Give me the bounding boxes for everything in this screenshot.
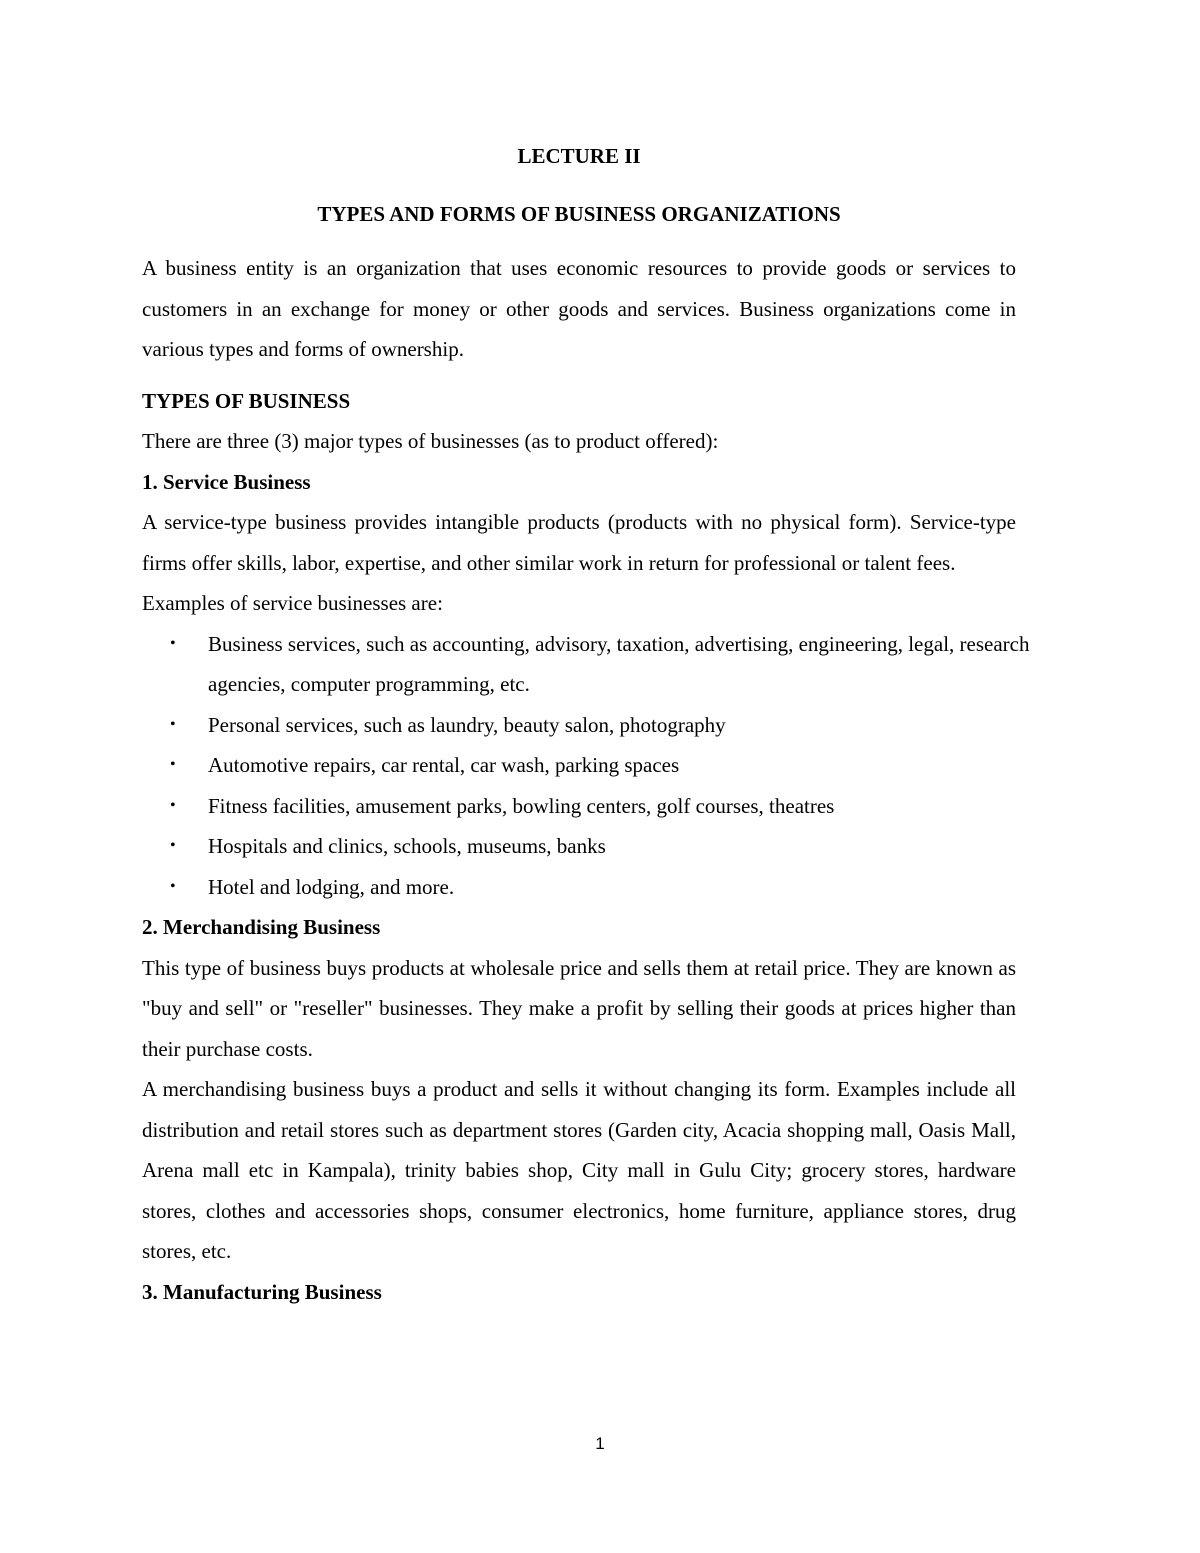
service-heading: 1. Service Business [142, 469, 311, 494]
service-paragraph: A service-type business provides intangible products (products with no physical form). Service-type firms offer skills, labor, expertise, and other similar work in return for professional or talent fees. [142, 510, 1016, 575]
service-examples-intro: Examples of service businesses are: [142, 591, 443, 615]
page-number: 1 [595, 1434, 605, 1453]
list-item [142, 745, 1058, 786]
list-item [142, 705, 1058, 746]
bullet-icon: • [170, 634, 176, 652]
bullet-icon: • [170, 715, 176, 733]
merchandising-heading: 2. Merchandising Business [142, 915, 381, 939]
list-item-text: Fitness facilities, amusement parks, bowling centers, golf courses, theatres [208, 793, 835, 818]
list-item-text: Hospitals and clinics, schools, museums, banks [208, 834, 606, 858]
list-item [142, 867, 1058, 908]
manufacturing-heading: 3. Manufacturing Business [142, 1279, 382, 1304]
types-intro: There are three (3) major types of businesses (as to product offered): [142, 429, 719, 453]
bullet-icon: • [170, 756, 176, 773]
types-heading: TYPES OF BUSINESS [142, 388, 351, 413]
list-item-text: Automotive repairs, car rental, car wash, parking spaces [208, 753, 680, 777]
service-examples-list [142, 624, 1030, 908]
bullet-icon: • [170, 837, 176, 854]
merchandising-paragraph-1: This type of business buys products at wholesale price and sells them at retail price. They are known as "buy and sell" or "reseller" businesses. They make a profit by selling their goods at prices higher than their purchase costs. [142, 955, 1016, 1061]
list-item [142, 624, 1058, 705]
intro-paragraph: A business entity is an organization that uses economic resources to provide goods or services to customers in an exchange for money or other goods and services. Business organizations come in various types and forms of ownership. [142, 256, 1016, 361]
merchandising-paragraph-2: A merchandising business buys a product and sells it without changing its form. Examples include all distribution and retail stores such as department stores (Garden city, Acacia shopping mall, Oasis Mall, Arena mall etc in Kampala), trinity babies shop, City mall in Gulu City; grocery stores, hardware stores, clothes and accessories shops, consumer electronics, home furniture, appliance stores, drug stores, etc. [142, 1077, 1016, 1263]
bullet-icon: • [170, 796, 176, 814]
list-item [142, 826, 1058, 867]
main-title: TYPES AND FORMS OF BUSINESS ORGANIZATIONS [317, 202, 841, 226]
bullet-icon: • [170, 877, 176, 895]
lecture-title: LECTURE II [517, 144, 641, 168]
list-item-text: Personal services, such as laundry, beauty salon, photography [208, 712, 726, 737]
list-item [142, 786, 1058, 827]
list-item-text: Business services, such as accounting, advisory, taxation, advertising, engineering, legal, research agencies, computer programming, etc. [208, 631, 1030, 696]
document-body [142, 140, 1030, 1312]
list-item-text: Hotel and lodging, and more. [208, 874, 455, 899]
